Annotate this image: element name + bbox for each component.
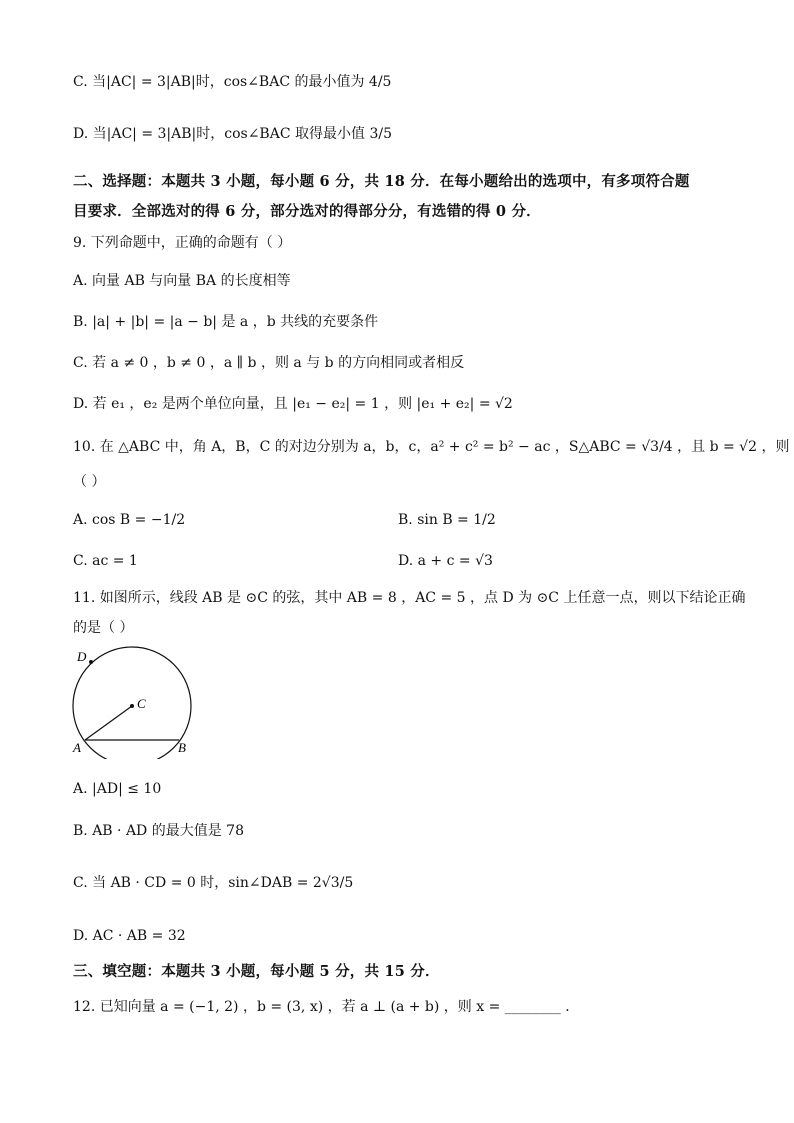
section2-heading-line2: 目要求．全部选对的得 6 分，部分选对的得部分分，有选错的得 0 分． bbox=[73, 203, 541, 220]
q10-stem-line2: （ ） bbox=[73, 474, 106, 490]
q10-option-b: B. sin B = 1/2 bbox=[398, 512, 496, 528]
q11-option-a: A. |AD| ≤ 10 bbox=[73, 781, 162, 797]
q11-stem-line1: 11. 如图所示，线段 AB 是 ⊙C 的弦，其中 AB = 8 ，AC = 5 ，点 D 为 ⊙C 上任意一点，则以下结论正确 bbox=[73, 590, 746, 606]
q11-option-d: D. AC · AB = 32 bbox=[73, 928, 186, 944]
label-a: A bbox=[73, 740, 81, 755]
q8-option-c bbox=[73, 72, 391, 92]
section2-heading-line1: 二、选择题：本题共 3 小题，每小题 6 分，共 18 分．在每小题给出的选项中，有多项符合题 bbox=[73, 173, 690, 190]
q10-option-c: C. ac = 1 bbox=[73, 553, 138, 569]
q12-stem: 12. 已知向量 a = (−1, 2) ，b = (3, x) ，若 a ⊥ (a + b) ，则 x = ________ ． bbox=[73, 999, 580, 1015]
q9-option-a: A. 向量 AB 与向量 BA 的长度相等 bbox=[73, 273, 291, 289]
q11-option-b: B. AB · AD 的最大值是 78 bbox=[73, 823, 244, 839]
q10-option-a: A. cos B = −1/2 bbox=[73, 512, 186, 528]
q11-stem-line2: 的是（ ） bbox=[73, 620, 134, 636]
label-c: C bbox=[137, 696, 146, 711]
q8-option-d-text: D. 当|AC| = 3|AB|时，cos∠BAC 取得最小值 3/5 bbox=[73, 126, 392, 142]
q11-circle-figure bbox=[64, 644, 204, 759]
point-c bbox=[130, 704, 134, 708]
label-b: B bbox=[178, 740, 186, 755]
segment-ac bbox=[85, 706, 132, 740]
q9-option-b: B. |a| + |b| = |a − b| 是 a ，b 共线的充要条件 bbox=[73, 314, 379, 330]
q9-option-d: D. 若 e₁ ，e₂ 是两个单位向量，且 |e₁ − e₂| = 1 ，则 |e₁ + e₂| = √2 bbox=[73, 396, 513, 412]
q11-option-c: C. 当 AB · CD = 0 时，sin∠DAB = 2√3/5 bbox=[73, 875, 354, 891]
q9-stem: 9. 下列命题中，正确的命题有（ ） bbox=[73, 235, 292, 251]
q8-option-d bbox=[73, 124, 392, 144]
q10-stem-line1: 10. 在 △ABC 中，角 A，B，C 的对边分别为 a，b，c，a² + c² = b² − ac ，S△ABC = √3/4 ，且 b = √2 ，则 bbox=[73, 439, 790, 455]
section3-heading: 三、填空题：本题共 3 小题，每小题 5 分，共 15 分． bbox=[73, 963, 440, 980]
q8-option-c-text: C. 当|AC| = 3|AB|时，cos∠BAC 的最小值为 4/5 bbox=[73, 74, 392, 90]
q9-option-c: C. 若 a ≠ 0 ，b ≠ 0 ，a ∥ b ，则 a 与 b 的方向相同或者相反 bbox=[73, 355, 465, 371]
point-d bbox=[89, 660, 93, 664]
label-d: D bbox=[77, 649, 87, 664]
q10-option-d: D. a + c = √3 bbox=[398, 553, 493, 569]
